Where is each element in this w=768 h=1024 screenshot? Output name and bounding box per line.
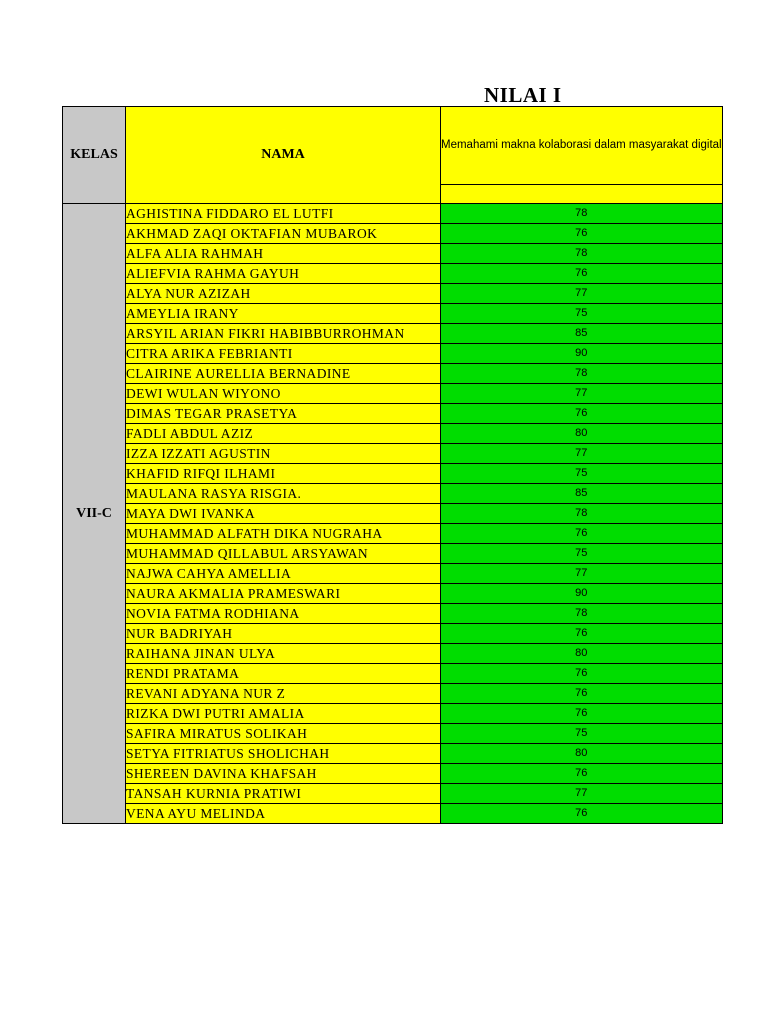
student-name-cell[interactable]: RAIHANA JINAN ULYA [126,644,441,664]
student-name-cell[interactable]: AMEYLIA IRANY [126,304,441,324]
table-row [63,284,723,304]
student-name-cell[interactable]: NUR BADRIYAH [126,624,441,644]
score-cell[interactable]: 75 [441,724,723,744]
table-row [63,644,723,664]
score-cell[interactable]: 76 [441,704,723,724]
table-row [63,764,723,784]
student-name-cell[interactable]: RENDI PRATAMA [126,664,441,684]
table-row [63,724,723,744]
student-name-cell[interactable]: ALIEFVIA RAHMA GAYUH [126,264,441,284]
student-name-cell[interactable]: SAFIRA MIRATUS SOLIKAH [126,724,441,744]
table-row [63,484,723,504]
table-row [63,444,723,464]
table-row [63,204,723,224]
table-row [63,504,723,524]
score-cell[interactable]: 85 [441,484,723,504]
page-title: NILAI I [484,83,562,107]
student-name-cell[interactable]: SHEREEN DAVINA KHAFSAH [126,764,441,784]
column-header-criterion: Memahami makna kolaborasi dalam masyarakat digital [441,107,723,185]
table-row [63,364,723,384]
student-name-cell[interactable]: MAULANA RASYA RISGIA. [126,484,441,504]
student-name-cell[interactable]: NAJWA CAHYA AMELLIA [126,564,441,584]
header-row [63,107,723,185]
student-name-cell[interactable]: MUHAMMAD ALFATH DIKA NUGRAHA [126,524,441,544]
table-row [63,424,723,444]
table-row [63,244,723,264]
student-name-cell[interactable]: ARSYIL ARIAN FIKRI HABIBBURROHMAN [126,324,441,344]
student-name-cell[interactable]: FADLI ABDUL AZIZ [126,424,441,444]
student-name-cell[interactable]: ALFA ALIA RAHMAH [126,244,441,264]
table-row [63,744,723,764]
student-name-cell[interactable]: NOVIA FATMA RODHIANA [126,604,441,624]
table-row [63,604,723,624]
table-row [63,664,723,684]
student-name-cell[interactable]: CLAIRINE AURELLIA BERNADINE [126,364,441,384]
column-header-kelas: KELAS [63,107,126,204]
table-row [63,224,723,244]
score-cell[interactable]: 76 [441,764,723,784]
student-name-cell[interactable]: CITRA ARIKA FEBRIANTI [126,344,441,364]
student-name-cell[interactable]: MAYA DWI IVANKA [126,504,441,524]
table-row [63,624,723,644]
student-name-cell[interactable]: KHAFID RIFQI ILHAMI [126,464,441,484]
kelas-cell[interactable]: VII-C [63,204,126,824]
column-header-nama: NAMA [126,107,441,204]
score-cell[interactable]: 80 [441,644,723,664]
student-name-cell[interactable]: VENA AYU MELINDA [126,804,441,824]
score-cell[interactable]: 75 [441,304,723,324]
table-row [63,804,723,824]
table-row [63,684,723,704]
score-cell[interactable]: 76 [441,404,723,424]
table-row [63,344,723,364]
score-cell[interactable]: 76 [441,684,723,704]
score-cell[interactable]: 78 [441,204,723,224]
score-cell[interactable]: 78 [441,604,723,624]
table-row [63,544,723,564]
table-row [63,524,723,544]
criterion-subheader-cell [441,185,723,204]
student-name-cell[interactable]: IZZA IZZATI AGUSTIN [126,444,441,464]
table-row [63,584,723,604]
student-name-cell[interactable]: RIZKA DWI PUTRI AMALIA [126,704,441,724]
score-cell[interactable]: 76 [441,804,723,824]
score-cell[interactable]: 76 [441,624,723,644]
grades-table [62,106,723,824]
score-cell[interactable]: 80 [441,424,723,444]
table-row [63,404,723,424]
student-name-cell[interactable]: DIMAS TEGAR PRASETYA [126,404,441,424]
score-cell[interactable]: 78 [441,504,723,524]
score-cell[interactable]: 75 [441,544,723,564]
score-cell[interactable]: 78 [441,364,723,384]
table-row [63,304,723,324]
student-name-cell[interactable]: ALYA NUR AZIZAH [126,284,441,304]
score-cell[interactable]: 80 [441,744,723,764]
student-name-cell[interactable]: AKHMAD ZAQI OKTAFIAN MUBAROK [126,224,441,244]
score-cell[interactable]: 90 [441,584,723,604]
table-row [63,384,723,404]
score-cell[interactable]: 77 [441,384,723,404]
table-row [63,464,723,484]
score-cell[interactable]: 78 [441,244,723,264]
table-row [63,564,723,584]
score-cell[interactable]: 90 [441,344,723,364]
table-row [63,784,723,804]
score-cell[interactable]: 76 [441,664,723,684]
score-cell[interactable]: 76 [441,224,723,244]
table-row [63,264,723,284]
table-row [63,704,723,724]
student-name-cell[interactable]: DEWI WULAN WIYONO [126,384,441,404]
student-name-cell[interactable]: MUHAMMAD QILLABUL ARSYAWAN [126,544,441,564]
score-cell[interactable]: 77 [441,444,723,464]
student-name-cell[interactable]: AGHISTINA FIDDARO EL LUTFI [126,204,441,224]
student-name-cell[interactable]: SETYA FITRIATUS SHOLICHAH [126,744,441,764]
score-cell[interactable]: 76 [441,524,723,544]
student-name-cell[interactable]: REVANI ADYANA NUR Z [126,684,441,704]
score-cell[interactable]: 77 [441,564,723,584]
score-cell[interactable]: 85 [441,324,723,344]
score-cell[interactable]: 75 [441,464,723,484]
score-cell[interactable]: 76 [441,264,723,284]
score-cell[interactable]: 77 [441,284,723,304]
student-name-cell[interactable]: NAURA AKMALIA PRAMESWARI [126,584,441,604]
student-name-cell[interactable]: TANSAH KURNIA PRATIWI [126,784,441,804]
table-row [63,324,723,344]
score-cell[interactable]: 77 [441,784,723,804]
